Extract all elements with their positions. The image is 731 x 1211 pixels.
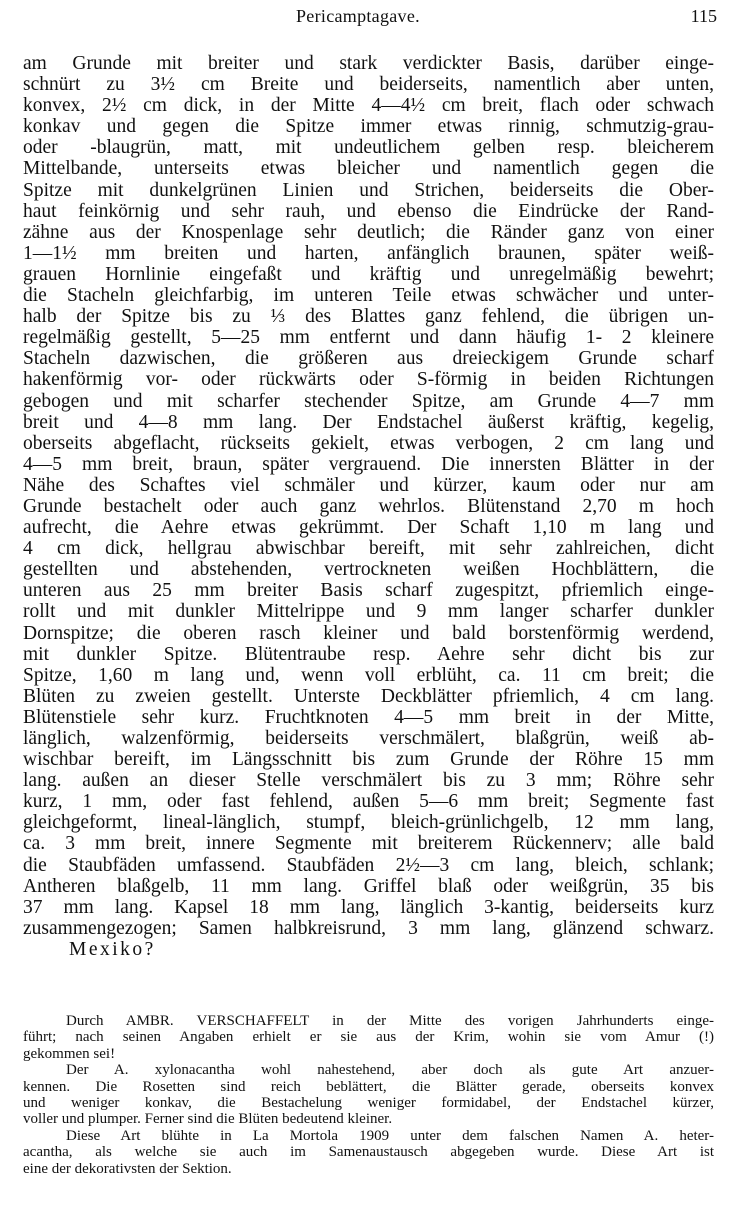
text-line: ca. 3 mm breit, innere Segmente mit breiterem Rückennerv; alle bald — [23, 833, 714, 855]
text-line: am Grunde mit breiter und stark verdickter Basis, darüber einge- — [23, 53, 714, 74]
text-line: zähne aus der Knospenlage sehr deutlich; die Ränder ganz von einer — [23, 221, 714, 243]
text-line: Nähe des Schaftes viel schmäler und kürzer, kaum oder nur am — [23, 474, 714, 496]
text-line: länglich, walzenförmig, beiderseits verschmälert, blaßgrün, weiß ab- — [23, 728, 714, 749]
text-line: Stacheln dazwischen, die größeren aus dreieckigem Grunde scharf — [23, 348, 714, 370]
note-line: und weniger konkav, die Bestachelung weniger formidabel, der Endstachel kürzer, — [23, 1094, 714, 1111]
page-number: 115 — [690, 6, 717, 26]
text-line: konvex, 2½ cm dick, in der Mitte 4—4½ cm breit, flach oder schwach — [23, 95, 714, 117]
text-line: 4—5 mm breit, braun, später vergrauend. Die innersten Blätter in der — [23, 453, 714, 475]
note-line: Diese Art blühte in La Mortola 1909 unter dem falschen Namen A. heter- — [66, 1127, 714, 1144]
text-line: oberseits abgeflacht, rückseits gekielt, etwas verbogen, 2 cm lang und — [23, 432, 714, 454]
text-line: regelmäßig gestellt, 5—25 mm entfernt und dann häufig 1- 2 kleinere — [23, 327, 714, 349]
text-line: rollt und mit dunkler Mittelrippe und 9 mm langer scharfer dunkler — [23, 601, 714, 623]
species-description — [23, 53, 714, 960]
text-line: gleichgeformt, lineal-länglich, stumpf, bleich-grünlichgelb, 12 mm lang, — [23, 812, 714, 834]
text-line: kurz, 1 mm, oder fast fehlend, außen 5—6 mm breit; Segmente fast — [23, 791, 714, 813]
note-line: Der A. xylonacantha wohl nahestehend, aber doch als gute Art anzuer- — [66, 1062, 714, 1079]
text-line: Spitze mit dunkelgrünen Linien und Strichen, beiderseits die Ober- — [23, 179, 714, 201]
habitat-line: Mexiko? — [69, 938, 156, 960]
text-line: Blüten zu zweien gestellt. Unterste Deckblätter pfriemlich, 4 cm lang. — [23, 685, 714, 707]
note-line: eine der dekorativsten der Sektion. — [23, 1160, 232, 1177]
text-line: grauen Hornlinie eingefaßt und kräftig und unregelmäßig bewehrt; — [23, 263, 714, 285]
note-line: Durch AMBR. VERSCHAFFELT in der Mitte des vorigen Jahrhunderts einge- — [66, 1013, 714, 1029]
text-line: Dornspitze; die oberen rasch kleiner und bald borstenförmig werdend, — [23, 622, 714, 644]
text-line: die Staubfäden umfassend. Staubfäden 2½—3 cm lang, bleich, schlank; — [23, 854, 714, 876]
note-line: gekommen sei! — [23, 1045, 116, 1062]
notes-section — [23, 1013, 714, 1177]
text-line: lang. außen an dieser Stelle verschmälert bis zu 3 mm; Röhre sehr — [23, 770, 714, 792]
text-line: Spitze, 1,60 m lang und, wenn voll erblüht, ca. 11 cm breit; die — [23, 664, 714, 686]
page-header — [0, 4, 731, 28]
text-line: oder -blaugrün, matt, mit undeutlichem gelben resp. bleicherem — [23, 137, 714, 159]
text-line: die Stacheln gleichfarbig, im unteren Teile etwas schwächer und unter- — [23, 285, 714, 307]
note-line: führt; nach seinen Angaben erhielt er sie aus der Krim, wohin sie vom Amur (!) — [23, 1029, 714, 1046]
text-line: mit dunkler Spitze. Blütentraube resp. Aehre sehr dicht bis zur — [23, 643, 714, 665]
text-line: wischbar bereift, im Längsschnitt bis zum Grunde der Röhre 15 mm — [23, 749, 714, 771]
text-line: 1—1½ mm breiten und harten, anfänglich braunen, später weiß- — [23, 242, 714, 264]
text-line: Grunde bestachelt oder auch ganz wehrlos. Blütenstand 2,70 m hoch — [23, 495, 714, 517]
running-title: Pericamptagave. — [296, 6, 420, 26]
text-line: haut feinkörnig und sehr rauh, und ebenso die Eindrücke der Rand- — [23, 200, 714, 222]
text-line: Blütenstiele sehr kurz. Fruchtknoten 4—5 mm breit in der Mitte, — [23, 706, 714, 728]
text-line: gestellten und abstehenden, vertrockneten weißen Hochblättern, die — [23, 559, 714, 581]
text-line: zusammengezogen; Samen halbkreisrund, 3 mm lang, glänzend schwarz. — [23, 917, 714, 939]
text-line: hakenförmig vor- oder rückwärts oder S-förmig in beiden Richtungen — [23, 369, 714, 391]
text-line: halb der Spitze bis zu ⅓ des Blattes ganz fehlend, die übrigen un- — [23, 306, 714, 328]
note-line: acantha, als welche sie auch im Samenaustausch abgegeben wurde. Diese Art ist — [23, 1144, 714, 1161]
note-line: kennen. Die Rosetten sind reich beblättert, die Blätter gerade, oberseits konvex — [23, 1078, 714, 1095]
text-line: Mittelbande, unterseits etwas bleicher und namentlich gegen die — [23, 158, 714, 180]
text-line: konkav und gegen die Spitze immer etwas rinnig, schmutzig-grau- — [23, 116, 714, 138]
text-line: unteren aus 25 mm breiter Basis scharf zugespitzt, pfriemlich einge- — [23, 580, 714, 602]
text-line: gebogen und mit scharfer stechender Spitze, am Grunde 4—7 mm — [23, 390, 714, 412]
text-line: 37 mm lang. Kapsel 18 mm lang, länglich 3-kantig, beiderseits kurz — [23, 896, 714, 918]
text-line: breit und 4—8 mm lang. Der Endstachel äußerst kräftig, kegelig, — [23, 411, 714, 433]
note-line: voller und plumper. Ferner sind die Blüten bedeutend kleiner. — [23, 1111, 393, 1128]
text-line: aufrecht, die Aehre etwas gekrümmt. Der Schaft 1,10 m lang und — [23, 517, 714, 539]
text-line: 4 cm dick, hellgrau abwischbar bereift, mit sehr zahlreichen, dicht — [23, 538, 714, 560]
text-line: Antheren blaßgelb, 11 mm lang. Griffel blaß oder weißgrün, 35 bis — [23, 875, 714, 897]
text-line: schnürt zu 3½ cm Breite und beiderseits, namentlich aber unten, — [23, 74, 714, 96]
